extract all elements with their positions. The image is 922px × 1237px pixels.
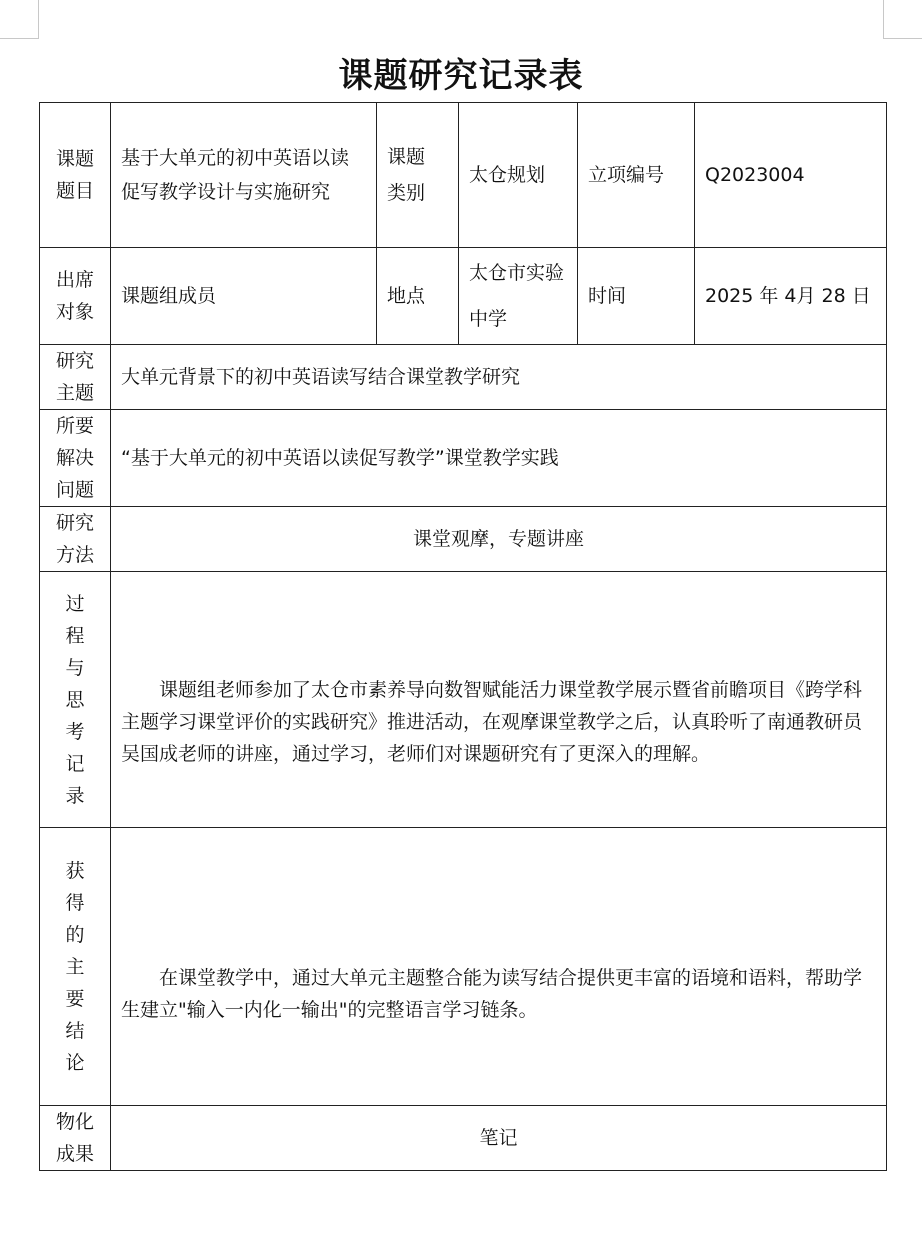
theme-value: 大单元背景下的初中英语读写结合课堂教学研究 bbox=[111, 345, 887, 410]
method-value: 课堂观摩，专题讲座 bbox=[111, 507, 887, 572]
table-row bbox=[40, 248, 887, 345]
category-label: 课题类别 bbox=[377, 103, 459, 248]
outcome-label: 物化成果 bbox=[40, 1106, 111, 1171]
project-no-label: 立项编号 bbox=[578, 103, 695, 248]
category-value: 太仓规划 bbox=[459, 103, 578, 248]
theme-label: 研究主题 bbox=[40, 345, 111, 410]
attendees-value: 课题组成员 bbox=[111, 248, 377, 345]
conclusion-value bbox=[111, 828, 887, 1106]
table-row bbox=[40, 103, 887, 248]
record-table bbox=[39, 102, 887, 1171]
time-label: 时间 bbox=[578, 248, 695, 345]
topic-value: 基于大单元的初中英语以读促写教学设计与实施研究 bbox=[111, 103, 377, 248]
process-value bbox=[111, 572, 887, 828]
problem-label: 所要解决问题 bbox=[40, 410, 111, 507]
problem-value: “基于大单元的初中英语以读促写教学”课堂教学实践 bbox=[111, 410, 887, 507]
table-row bbox=[40, 410, 887, 507]
attendees-label: 出席对象 bbox=[40, 248, 111, 345]
table-row bbox=[40, 572, 887, 828]
crop-mark-top-left bbox=[0, 0, 39, 39]
outcome-value: 笔记 bbox=[111, 1106, 887, 1171]
time-value: 2025 年 4月 28 日 bbox=[695, 248, 887, 345]
crop-mark-top-right bbox=[883, 0, 922, 39]
project-no-value: Q2023004 bbox=[695, 103, 887, 248]
table-row bbox=[40, 507, 887, 572]
table-row bbox=[40, 1106, 887, 1171]
location-label: 地点 bbox=[377, 248, 459, 345]
method-label: 研究方法 bbox=[40, 507, 111, 572]
process-paragraph: 课题组老师参加了太仓市素养导向数智赋能活力课堂教学展示暨省前瞻项目《跨学科主题学习课堂评价的实践研究》推进活动，在观摩课堂教学之后，认真聆听了南通教研员吴国成老师的讲座，通过学习，老师们对课题研究有了更深入的理解。 bbox=[121, 678, 863, 765]
topic-label: 课题题目 bbox=[40, 103, 111, 248]
process-label: 过程与思考记录 bbox=[40, 572, 111, 828]
table-row bbox=[40, 345, 887, 410]
table-row bbox=[40, 828, 887, 1106]
location-value: 太仓市实验中学 bbox=[459, 248, 578, 345]
conclusion-paragraph: 在课堂教学中，通过大单元主题整合能为读写结合提供更丰富的语境和语料，帮助学生建立"输入一内化一输出"的完整语言学习链条。 bbox=[121, 966, 863, 1021]
conclusion-label: 获得的主要结论 bbox=[40, 828, 111, 1106]
document-title: 课题研究记录表 bbox=[338, 56, 584, 96]
